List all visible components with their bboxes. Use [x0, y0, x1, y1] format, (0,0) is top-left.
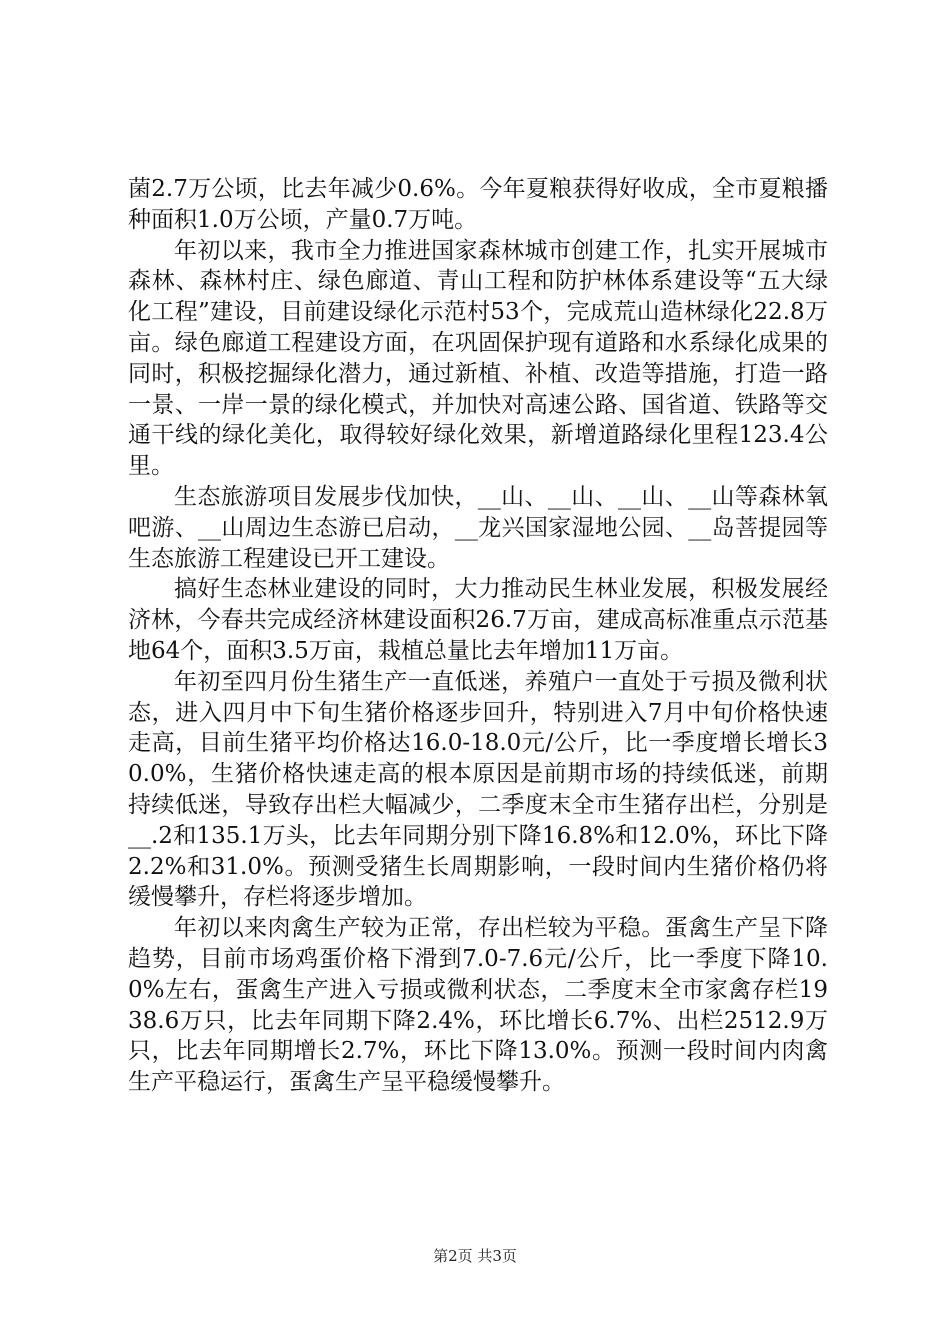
paragraph-continued: 菌2.7万公顷，比去年减少0.6%。今年夏粮获得好收成，全市夏粮播种面积1.0万公顷，产量0.7万吨。 — [128, 176, 828, 233]
page-number: 第2页 共3页 — [433, 1247, 517, 1265]
document-body — [128, 174, 828, 1098]
paragraph-forest-city: 年初以来，我市全力推进国家森林城市创建工作，扎实开展城市森林、森林村庄、绿色廊道、青山工程和防护林体系建设等“五大绿化工程”建设，目前建设绿化示范村53个，完成荒山造林绿化22.8万亩。绿色廊道工程建设方面，在巩固保护现有道路和水系绿化成果的同时，积极挖掘绿化潜力，通过新植、补植、改造等措施，打造一路一景、一岸一景的绿化模式，并加快对高速公路、国省道、铁路等交通干线的绿化美化，取得较好绿化效果，新增道路绿化里程123.4公里。 — [128, 237, 828, 480]
paragraph-economic-forest: 搞好生态林业建设的同时，大力推动民生林业发展，积极发展经济林，今春共完成经济林建设面积26.7万亩，建成高标准重点示范基地64个，面积3.5万亩，栽植总量比去年增加11万亩。 — [128, 576, 828, 664]
paragraph-poultry-production: 年初以来肉禽生产较为正常，存出栏较为平稳。蛋禽生产呈下降趋势，目前市场鸡蛋价格下滑到7.0-7.6元/公斤，比一季度下降10.0%左右，蛋禽生产进入亏损或微利状态，二季度末全市家禽存栏1938.6万只，比去年同期下降2.4%，环比增长6.7%、出栏2512.9万只，比去年同期增长2.7%，环比下降13.0%。预测一段时间内肉禽生产平稳运行，蛋禽生产呈平稳缓慢攀升。 — [128, 915, 828, 1096]
paragraph-eco-tourism: 生态旅游项目发展步伐加快，__山、__山、__山、__山等森林氧吧游、__山周边生态游已启动，__龙兴国家湿地公园、__岛菩提园等生态旅游工程建设已开工建设。 — [128, 483, 828, 572]
paragraph-hog-production: 年初至四月份生猪生产一直低迷，养殖户一直处于亏损及微利状态，进入四月中下旬生猪价格逐步回升，特别进入7月中旬价格快速走高，目前生猪平均价格达16.0-18.0元/公斤，比一季度增长增长30.0%，生猪价格快速走高的根本原因是前期市场的持续低迷，前期持续低迷，导致存出栏大幅减少，二季度末全市生猪存出栏，分别是__.2和135.1万头，比去年同期分别下降16.8%和12.0%，环比下降2.2%和31.0%。预测受猪生长周期影响，一段时间内生猪价格仍将缓慢攀升，存栏将逐步增加。 — [128, 668, 828, 911]
